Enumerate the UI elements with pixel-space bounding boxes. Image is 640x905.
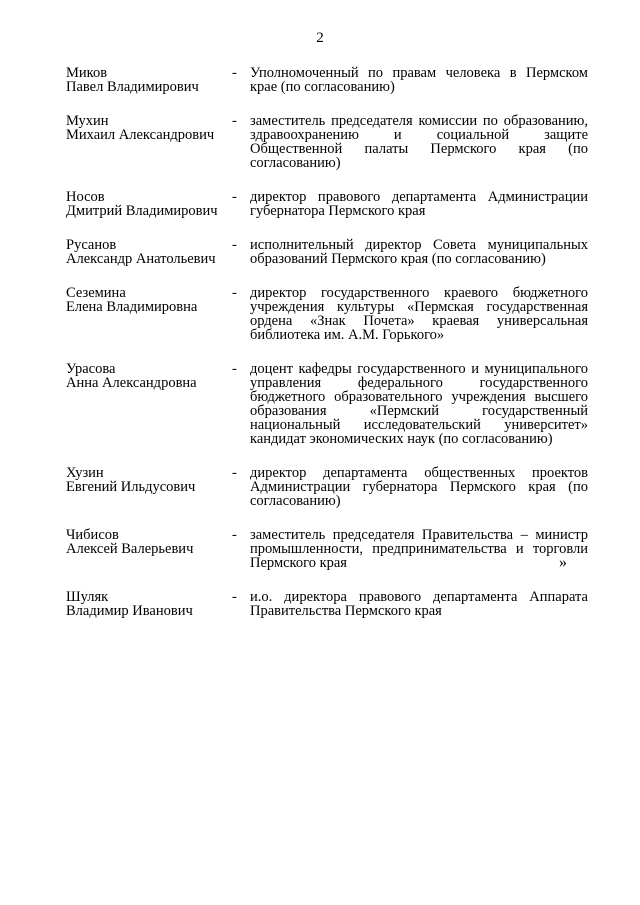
member-role: директор правового департамента Администрации губернатора Пермского края <box>250 189 588 219</box>
member-given-name: Александр Анатольевич <box>66 251 216 267</box>
member-dash: - <box>232 285 237 301</box>
member-role: директор департамента общественных проектов Администрации губернатора Пермского края (по согласованию) <box>250 465 588 509</box>
member-name <box>66 190 232 218</box>
member-entry <box>66 466 588 508</box>
member-name <box>66 238 232 266</box>
member-surname: Урасова <box>66 361 116 377</box>
member-surname: Шуляк <box>66 589 109 605</box>
member-entry <box>66 238 588 266</box>
member-dash: - <box>232 65 237 81</box>
member-name <box>66 66 232 94</box>
member-name <box>66 286 232 314</box>
member-entry <box>66 190 588 218</box>
member-dash: - <box>232 527 237 543</box>
member-name <box>66 362 232 390</box>
member-entry <box>66 114 588 170</box>
member-dash: - <box>232 589 237 605</box>
member-name <box>66 466 232 494</box>
member-entry <box>66 528 588 570</box>
member-surname: Русанов <box>66 237 117 253</box>
member-role: заместитель председателя комиссии по образованию, здравоохранению и социальной защите Общественной палаты Пермского края (по согласованию) <box>250 113 588 171</box>
member-surname: Миков <box>66 65 108 81</box>
member-entry <box>66 590 588 618</box>
member-given-name: Елена Владимировна <box>66 299 198 315</box>
member-surname: Сеземина <box>66 285 126 301</box>
member-name <box>66 528 232 556</box>
member-role: заместитель председателя Правительства – министр промышленности, предпринимательства и торговли Пермского края <box>250 527 588 571</box>
member-surname: Чибисов <box>66 527 119 543</box>
member-given-name: Анна Александровна <box>66 375 197 391</box>
member-given-name: Алексей Валерьевич <box>66 541 194 557</box>
member-dash: - <box>232 189 237 205</box>
member-dash: - <box>232 465 237 481</box>
member-dash: - <box>232 237 237 253</box>
member-given-name: Дмитрий Владимирович <box>66 203 218 219</box>
member-entry <box>66 286 588 342</box>
member-role: директор государственного краевого бюджетного учреждения культуры «Пермская государственная ордена «Знак Почета» краевая универсальная библиотека им. А.М. Горького» <box>250 285 588 343</box>
member-entry <box>66 66 588 94</box>
member-dash: - <box>232 361 237 377</box>
member-name <box>66 590 232 618</box>
member-given-name: Михаил Александрович <box>66 127 215 143</box>
member-surname: Хузин <box>66 465 104 481</box>
member-role: доцент кафедры государственного и муниципального управления федерального государственного бюджетного образовательного учреждения высшего образования «Пермский государственный национальный исследовательский университет» кандидат экономических наук (по согласованию) <box>250 361 588 447</box>
member-role: и.о. директора правового департамента Аппарата Правительства Пермского края <box>250 589 588 619</box>
closing-quote: » <box>559 554 567 571</box>
member-dash: - <box>232 113 237 129</box>
member-given-name: Павел Владимирович <box>66 79 199 95</box>
member-name <box>66 114 232 142</box>
member-surname: Мухин <box>66 113 109 129</box>
member-surname: Носов <box>66 189 105 205</box>
member-entry <box>66 362 588 446</box>
member-role: Уполномоченный по правам человека в Пермском крае (по согласованию) <box>250 65 588 95</box>
member-given-name: Владимир Иванович <box>66 603 193 619</box>
member-list <box>66 66 588 618</box>
page-number: 2 <box>316 30 324 46</box>
member-role: исполнительный директор Совета муниципальных образований Пермского края (по согласованию) <box>250 237 588 267</box>
member-given-name: Евгений Ильдусович <box>66 479 196 495</box>
